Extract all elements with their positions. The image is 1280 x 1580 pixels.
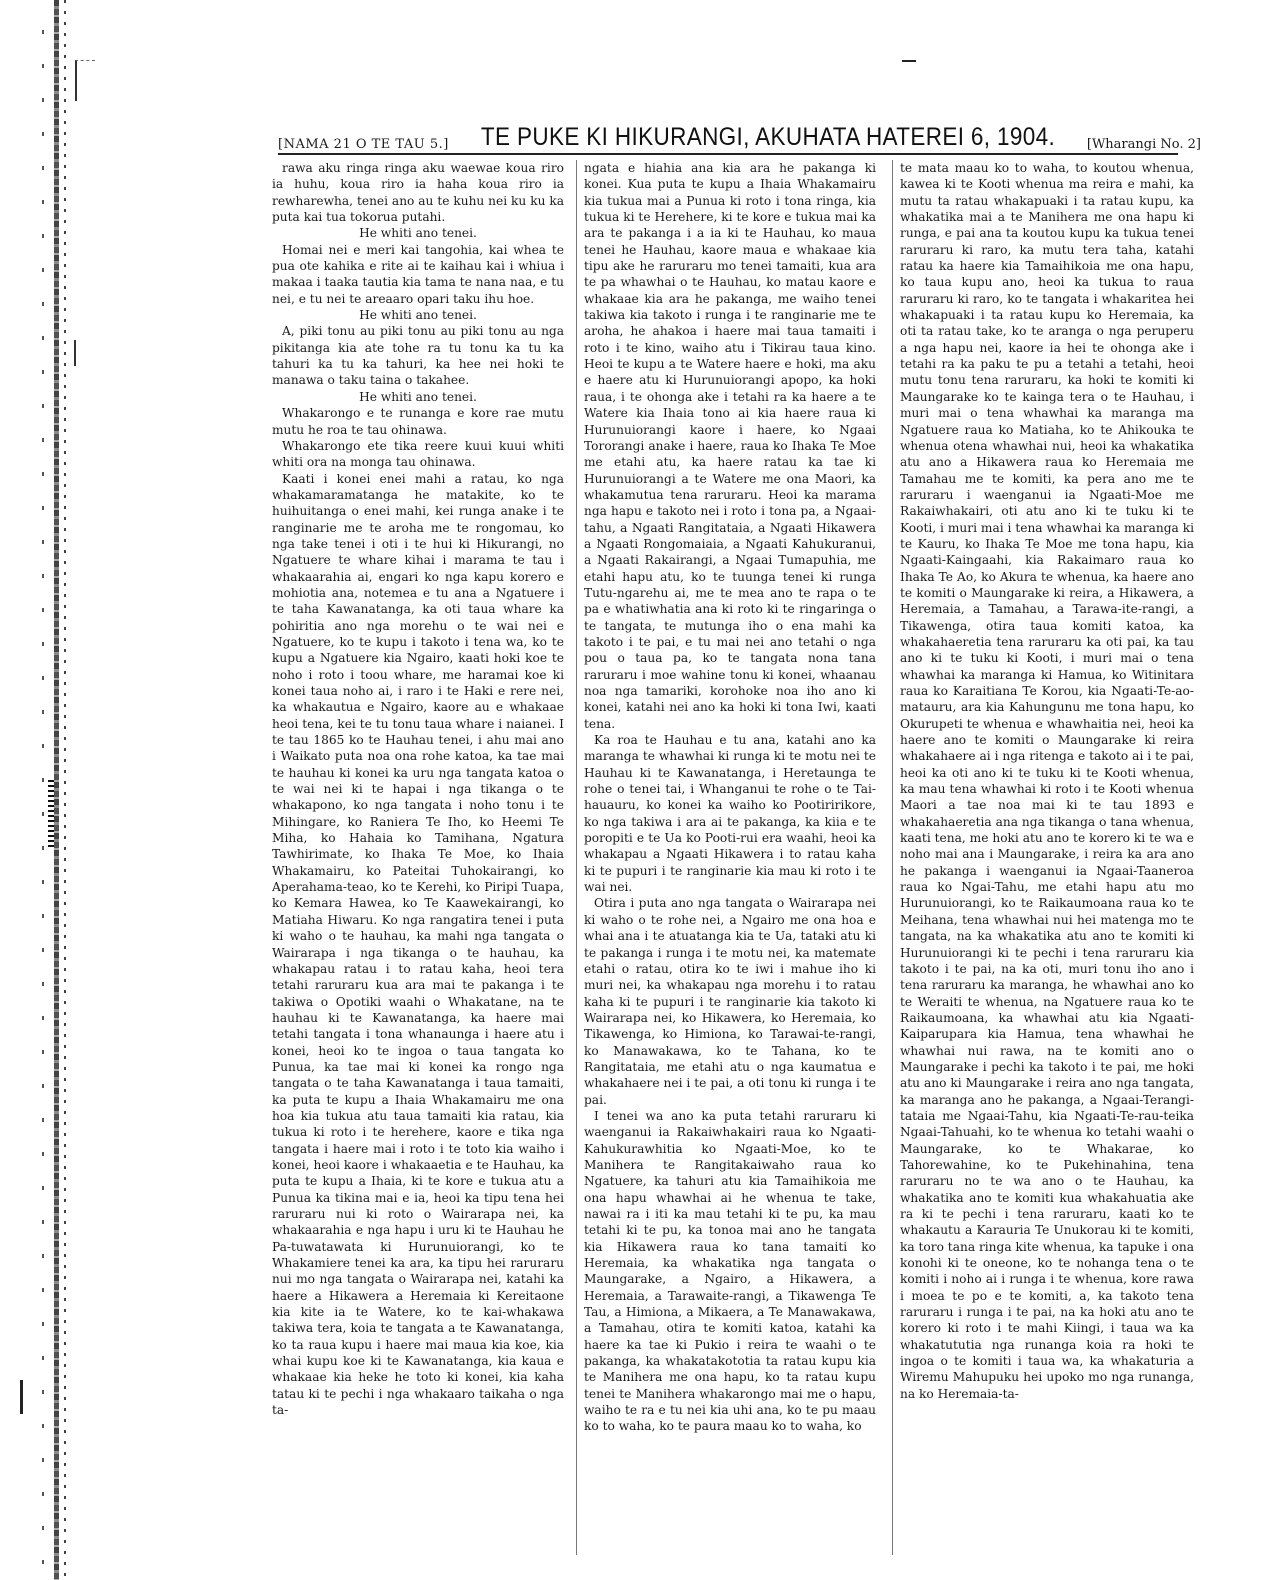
- paragraph-continued: te mata maau ko to waha, to koutou whenua, kawea ki te Kooti whenua ma reira e mahi, ka mutu ta ratau whakapuaki i ta ratau kupu, ka whakatika mai a te Manihera me ona hapu ki runga, e pai ana ta koutou kupu ka tukua tenei raruraru ki raro, ka mutu tera taha, katahi ratau ka haere kia Tamaihikoia me ona hapu, ko taua kupu ano, heoi ka tukua to raua raruraru ki raro, ko te tangata i whakaritea hei whakapuaki i ta ratau kupu ko Heremaia, ka oti ta ratau take, ko te aranga o nga peruperu a nga hapu nei, kaore ia hei te ohonga ake i tetahi ra ka paku te pu a tetahi a tetahi, heoi mutu tonu tena raruraru, ka hoki te komiti ki Maungarake ko te kainga tera o te Hauhau, i muri mai o tena whawhai ka maranga ma Ngatuere raua ko Matiaha, ko te Ahikouka te whenua otena whawhai nui, heoi ka whakatika atu ano a Hikawera raua ko Heremaia me Tamahau me te komiti, ka pera ano me te raruraru i waenganui ia Ngaati-Moe me Rakaiwhakairi, oti atu ano ki te tuku ki te Kooti, i muri mai i tena whawhai ka maranga ki te Kauru, ko Ihaka Te Moe me tona hapu, kia Ngaati-Kaingaahi, kia Rakaimaro raua ko Ihaka Te Ao, ko Akura te whenua, ka haere ano te komiti o Maungarake ki reira, a Hikawera, a Heremaia, a Tamahau, a Tarawa-ite-rangi, a Tikawenga, otira taua komiti katoa, ka whakahaeretia tena raruraru ka oti pai, ka tau ano ki te tuku ki Kooti, i muri mai o tena whawhai ka maranga ki Hamua, ko Witinitara raua ko Karaitiana Te Korou, kia Ngaati-Te-ao-matauru, ara kia Kahungunu me tona hapu, ko Okurupeti te whenua e whawhaitia nei, heoi ka haere ano te komiti o Maungarake ki reira whakahaere ai i nga ritenga e takoto ai i te pai, heoi ka oti ano ki te tuku ki te Kooti whenua, ka mau tena whawhai ki roto i te Kooti whenua Maori a tae noa mai ki te tau 1893 e whakahaeretia ana nga tikanga o tana whenua, kaati tena, me hoki atu ano te korero ki te wa e noho mai ana i Maungarake, i reira ka ara ano he pakanga i waenganui ia Ngaai-Taaneroa raua ko Ngai-Tahu, me etahi hapu atu mo Hurunuiorangi, ko te Raikaumoana raua ko te Meihana, tena whawhai nui hei matenga mo te tangata, na ka whakatika atu ano te komiti ki Hurunuiorangi ki te pechi i tena raruraru kia takoto i te pai, na ka oti, muri tonu iho ano i tena raruraru ka maranga, he whawhai ano ko te Weraiti te whenua, na Ngatuere raua ko te Raikaumoana, ka whawhai atu kia Ngaati-Kaiparupara kia Hamua, tena whawhai he whawhai nui rawa, na te komiti ano o Maungarake i pechi ka takoto i te pai, me hoki atu ano ki Maungarake i reira ano nga tangata, ka maranga ano he pakanga, a Ngaai-Terangi-tataia me Ngaai-Tahu, kia Ngaati-Te-rau-teika Ngaai-Tahuahi, ko te whenua ko tetahi waahi o Maungarake, ko te Whakarae, ko Tahorewahine, ko te Pukehinahina, tena raruraru no te wa ano o te Hauhau, ka whakatika ano te komiti kua whakahuatia ake ra ki te pechi i tena raruraru, kaati ko te whakautu a Karauria Te Unukorau ki te komiti, ka toro tana ringa kite whenua, ka tapuke i ona konohi ki te oneone, ko te nohanga tena o te komiti i noho ai i runga i te whenua, kore rawa i moea te po e te komiti, a, ka takoto tena raruraru i runga i te pai, na ka hoki atu ano te korero ki roto i te mahi Kiingi, i taua wa ka whakatututia nga runanga koia ra hoki te ingoa o te komiti i taua wa, ka whakaturia a Wiremu Mahupuku hei upoko mo nga runanga, na ko Heremaia-ta-: [900, 161, 1194, 1401]
- issue-number: [NAMA 21 O TE TAU 5.]: [278, 137, 449, 152]
- column-1: [272, 160, 564, 1555]
- verse-heading: He whiti ano tenei.: [359, 308, 477, 323]
- verse-heading: He whiti ano tenei.: [359, 389, 477, 404]
- page-number: [Wharangi No. 2]: [1086, 137, 1201, 152]
- paragraph: Homai nei e meri kai tangohia, kai whea te pua ote kahika e rite ai te kaihau kai i whiua i makaa i taaka tautia kia tama te nana naa, e tu nei, e tu nei te areaaro opari taku ihu hoe.: [272, 242, 564, 306]
- column-rule: [576, 160, 577, 1555]
- newspaper-title: TE PUKE KI HIKURANGI, AKUHATA HATEREI 6, 1904.: [480, 123, 1055, 151]
- paragraph: Whakarongo e te runanga e kore rae mutu mutu he roa te tau ohinawa.: [272, 406, 564, 437]
- paragraph-continued: ngata e hiahia ana kia ara he pakanga ki konei. Kua puta te kupu a Ihaia Whakamairu kia tukua mai a Punua ki roto i tona ringa, kia tukua ki te Herehere, ki te kore e tukua mai ka ara te pakanga i a ia ki te Hauhau, ko maua tenei he Hauhau, kaore maua e whakaae kia tipu ake he raruraru mo tenei tamaiti, kua ara te pa whawhai o te Hauhau, ko matau kaore e whakaae kia ara he pakanga, me waiho tenei takiwa kia takoto i runga i te ranginarie me te aroha, he ahakoa i haere mai taua tamaiti i roto i te kino, waiho atu i Tikirau taua kino. Heoi te kupu a te Watere haere e hoki, ma aku e haere atu ki Hurunuiorangi apopo, ka hoki raua, i te ohonga ake i tetahi ra ka haere a te Watere kia Ihaia tono ai kia haere raua ki Hurunuiorangi kaore i haere, ko Ngaai Tororangi anake i haere, raua ko Ihaka Te Moe me etahi atu, ka haere ratau ka tae ki Hurunuiorangi a te Watere me ona Maori, ka whakamutua tena raruraru. Heoi ka marama nga hapu e takoto nei i roto i tona pa, a Ngaai-tahu, a Ngaati Rangitataia, a Ngaati Hikawera a Ngaati Rongomaiaia, a Ngaati Kahukuranui, a Ngaati Rakairangi, a Ngaai Tumapuhia, me etahi hapu atu, ko te tuunga tenei ki runga Tutu-ngarehu ai, me te mea ano te rapa o te pa e whatiwhatia ana ki roto ki te ringaringa o te tangata, te mutunga iho o ena mahi ka takoto i te pai, e tu mai nei ano tetahi o nga pou o taua pa, ko te tangata nona tana raruraru i moe wahine tonu ki konei, whaanau noa nga tamariki, korohoke noa iho ano ki konei, katahi nei ano ka hoki ki tona Iwi, kaati tena.: [584, 161, 876, 731]
- paragraph: rawa aku ringa ringa aku waewae koua riro ia huhu, koua riro ia haha koua riro ia rewharewha, tenei ano au te kuhu nei ku ku ka puta kai tua tokorua putahi.: [272, 161, 564, 225]
- column-2: [584, 160, 876, 1555]
- paragraph: A, piki tonu au piki tonu au piki tonu au nga pikitanga kia ate tohe ra tu tonu ka tu ka tahuri ka tu ka tahuri, ka hee nei hoki te manawa o taku taina o takahee.: [272, 324, 564, 388]
- paragraph: I tenei wa ano ka puta tetahi raruraru ki waenganui ia Rakaiwhakairi raua ko Ngaati-Kahukurawhitia ko Ngaati-Moe, ko te Manihera te Rangitakaiwaho raua ko Ngatuere, ka tahuri atu kia Tamaihikoia me ona hapu whawhai ai he whenua te take, nawai ra i iti ka mau tetahi ki te pu, ka mau tetahi ki te pu, ka tonoa mai ano he tangata kia Hikawera raua ko tana tamaiti ko Heremaia, ka whakatika nga tangata o Maungarake, a Ngairo, a Hikawera, a Heremaia, a Tarawaite-rangi, a Tikawenga Te Tau, a Himiona, a Mikaera, a Te Manawakawa, a Tamahau, otira te komiti katoa, katahi ka haere ka tae ki Pukio i reira te waahi o te pakanga, ka whakatakototia ta ratau kupu kia te Manihera me ona hapu, ko ta ratau kupu tenei te Manihera whakarongo mai me o hapu, waiho te ra e tu nei kia uhi ana, ko te pu maau ko to waha, ko te paura maau ko to waha, ko: [584, 1108, 876, 1434]
- column-rule: [892, 160, 893, 1555]
- verse-heading: He whiti ano tenei.: [359, 226, 477, 241]
- masthead: [278, 116, 1201, 152]
- paragraph: Ka roa te Hauhau e tu ana, katahi ano ka maranga te whawhai ki runga ki te motu nei te Hauhau ki te Kawanatanga, i Heretaunga te rohe o tenei tai, i Whanganui te rohe o te Tai-hauauru, ko konei ka waiho ko Pootiririkore, ko nga takiwa i ara ai te pakanga, ka kiia e te poropiti e te Ua ko Pooti-rui era waahi, heoi ka whakapau a Ngaati Hikawera i to ratau kaha ki te pupuri i te ranginarie kia mau ki roto i te wai nei.: [584, 733, 876, 895]
- paragraph: Kaati i konei enei mahi a ratau, ko nga whakamaramatanga he matakite, ko te huihuitanga o enei mahi, kei runga anake i te ranginarie me te aroha me te rongomau, ko nga take tenei i oti i te hui ki Hikurangi, no Ngatuere te whare kihai i marama te tau i whakaarahia ai, engari ko nga kapu korero e mohiotia ana, notemea e tu ana a Ngatuere i te taha Kawanatanga, ka oti taua whare ka pohiritia ano nga morehu o te wai nei e Ngatuere, ko te kupu i takoto i tena wa, ko te kupu a Ngatuere kia Ngairo, kaati hoki koe te noho i roto i toou whare, me haramai koe ki konei taua noho ai, i raro i te Haki e rere nei, ka whakautua e Ngairo, kaore au e whakaae heoi tena, kei te tu tonu taua whare i naianei. I te tau 1865 ko te Hauhau tenei, i ahu mai ano i Waikato puta noa ona rohe katoa, ka tae mai te hauhau ki konei ka uru nga tangata katoa o te wai nei ki te hapai i nga tikanga o te whakapono, ko nga tangata i noho tonu i te Mihingare, ko Raniera Te Iho, ko Heemi Te Miha, ko Hahaia ko Tamihana, Ngatura Tawhirimate, ko Ihaka Te Moe, ko Ihaia Whakamairu, ko Pateitai Tuhokairangi, ko Aperahama-teao, ko te Kerehi, ko Piripi Tuapa, ko Kemara Hawea, ko Te Kaawekairangi, ko Matiaha Hiwaru. Ko nga rangatira tenei i puta ki waho o te hauhau, ka mahi nga tangata o Wairarapa i nga tikanga o te hauhau, ka whakapau ratau i to ratau kaha, heoi tera tetahi raruraru kua ara mai te pakanga i te takiwa o Opotiki waahi o Whakatane, na te hauhau ki te Kawanatanga, ka haere mai tetahi tangata i tona whanaunga i haere atu i konei, heoi ko te ingoa o taua tangata ko Punua, ka tae mai ki konei ka rongo nga tangata o te taha Kawanatanga i taua tamaiti, ka puta te kupu a Ihaia Whakamairu me ona hoa kia tukua atu taua tamaiti kia ratau, kia tukua ki roto i te herehere, kaore e tika nga tangata i haere mai i roto i te toto kia waiho i konei, heoi kaore i whakaaetia e te Hauhau, ka puta te kupu a Ihaia, ki te kore e tukua atu a Punua ka tikina mai e ia, heoi ka tipu tena hei raruraru nui ki roto o Wairarapa nei, ka whakaarahia e nga hapu i uru ki te Hauhau he Pa-tuwatawata ki Hurunuiorangi, ko te Whakamiere tenei ka ara, ka tipu hei raruraru nui mo nga tangata o Wairarapa nei, katahi ka haere a Hikawera a Heremaia ki Kereitaone kia kite ia te Watere, ko te kai-whakawa takiwa tera, koia te tangata a te Kawanatanga, ko ta raua kupu i haere mai maua kia koe, kia whai kupu koe ki te Kawanatanga, kia kaua e whakaae kia heke he toto ki konei, kia kaha tatau ki te pechi i nga whakaaro taikaha o nga ta-: [272, 471, 564, 1418]
- binding-edge: [0, 0, 120, 1580]
- scan-mark: [902, 60, 916, 62]
- paragraph: Otira i puta ano nga tangata o Wairarapa nei ki waho o te rohe nei, a Ngairo me ona hoa e whai ana i te atuatanga kia te Ua, tataki atu ki te pakanga i runga i te motu nei, ka matemate etahi o ratau, otira ko te iwi i mahue iho ki muri nei, ka whakapau nga morehu i to ratau kaha ki te pupuri i te ranginarie kia takoto ki Wairarapa nei, ko Hikawera, ko Heremaia, ko Tikawenga, ko Himiona, ko Tarawai-te-rangi, ko Manawakawa, ko te Tahana, ko te Rangitataia, me etahi atu o nga kaumatua e whakahaere nei i te pai, a oti tonu ki runga i te pai.: [584, 896, 876, 1107]
- column-3: [900, 160, 1194, 1555]
- paragraph: Whakarongo ete tika reere kuui kuui whiti whiti ora na monga tau ohinawa.: [272, 438, 564, 470]
- masthead-rule: [278, 153, 1178, 155]
